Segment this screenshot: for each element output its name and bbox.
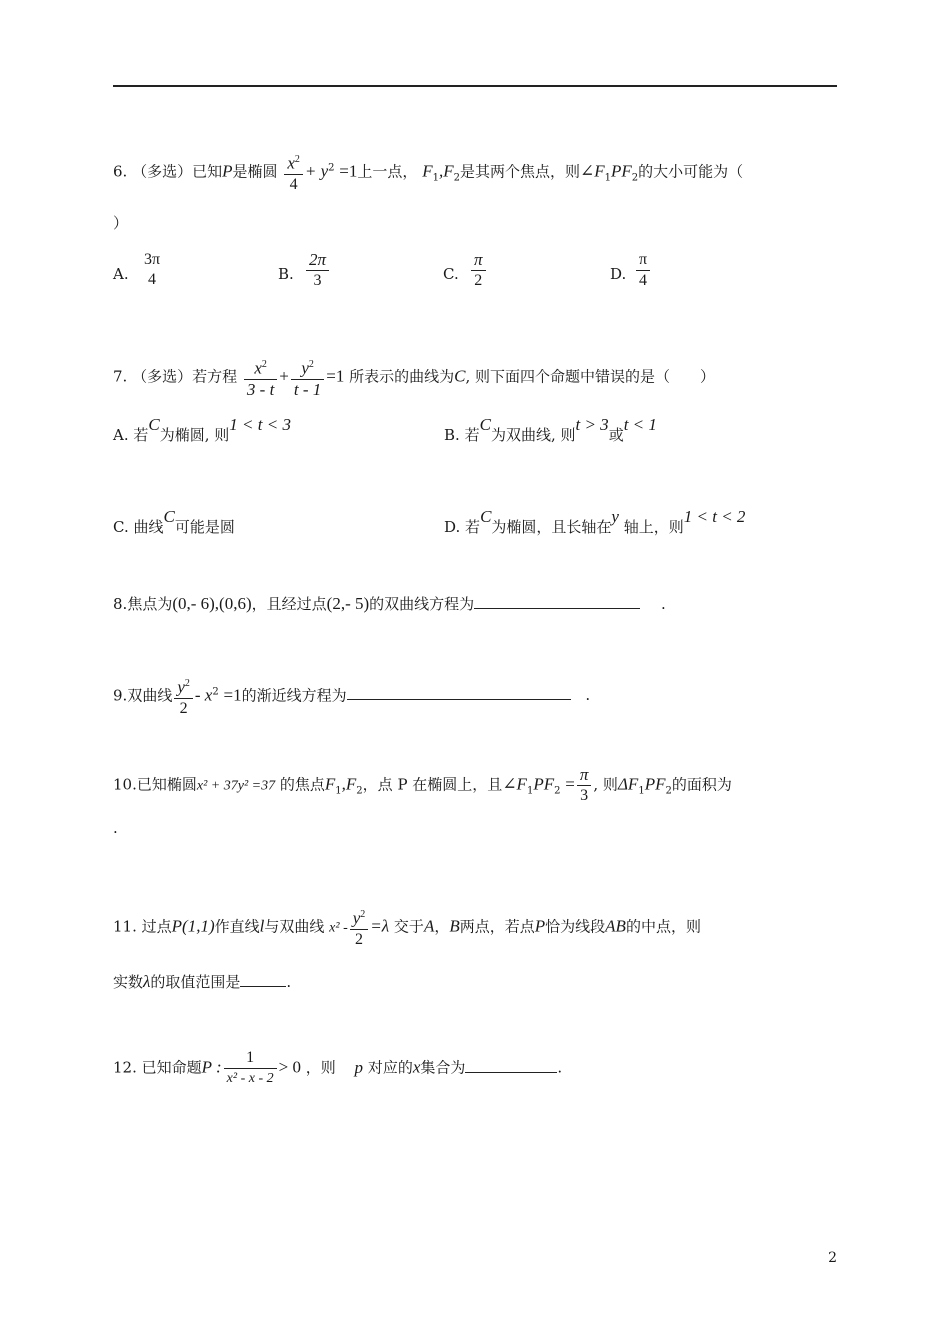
q11-text5: ， (434, 917, 450, 936)
q7-option-c-text1: 曲线 (133, 518, 164, 536)
q6-option-b-den: 3 (306, 270, 329, 291)
q9-number: 9. (113, 686, 128, 705)
q6-option-d-num: π (639, 251, 648, 268)
q6-option-d-label: D. (610, 265, 627, 283)
q6-P: P (222, 161, 233, 181)
q6-option-a (141, 250, 163, 290)
q6-eq-num: x (287, 153, 295, 173)
q11-f-num: y (352, 908, 361, 928)
q12-P: P : (201, 1057, 222, 1077)
q6-option-c (471, 250, 486, 291)
q12-f-den: x² - x - 2 (224, 1068, 277, 1089)
q6-option-d (636, 250, 650, 291)
q11-AB: AB (605, 916, 626, 936)
q11-text2: 作直线 (214, 917, 260, 936)
q10-text3: ，点 P 在椭圆上，且 (362, 775, 503, 794)
q10-angle: ∠F (502, 774, 527, 794)
q11-line1 (113, 905, 701, 950)
q6-option-b-num: 2π (309, 250, 327, 269)
q7-option-d-label: D. (444, 518, 461, 536)
q10-line: 10.已知椭圆x² + 37y² =37 的焦点$F_1,F_2$，点 P 在椭圆上，且$\angle F_1PF_2$ = $\frac{\pi}{3}$ , 则$\Delta F_1PF_2$的面积为 (113, 765, 732, 804)
page-number: 2 (828, 1250, 837, 1266)
q6-option-c-num: π (474, 250, 483, 269)
q7-option-d-C: C (480, 507, 492, 526)
q12-line (113, 1048, 562, 1089)
q10-foci-1: F (324, 774, 336, 794)
q12-p: p (354, 1057, 364, 1077)
q6-angle: ∠F (579, 161, 605, 181)
q7-text3: , 则下面四个命题中错误的是（ ） (465, 367, 716, 386)
q7-option-a-cond: 1 < t < 3 (229, 415, 291, 434)
q11-number: 11. (113, 917, 137, 936)
q9-text2: 的渐近线方程为 (241, 686, 347, 705)
q10-text2: 的焦点 (279, 775, 325, 794)
q6-eq-rhs: =1 (339, 161, 358, 181)
q10-equation: x² + 37y² =37 (196, 778, 276, 794)
q7-f1-den: 3 - t (244, 379, 277, 400)
q11-text3: 与双曲线 (264, 917, 325, 936)
q6-line1: 6. （多选）已知P是椭圆 $\frac{x^2}{4}$ + $y^2 =1$上一点， $F_1,F_2$是其两个焦点，则$\angle F_1PF_2$的大小可能为（ (113, 150, 743, 195)
q7-option-b (444, 415, 657, 445)
q6-ellipse-frac: $\frac{x^2}{4}$ (284, 150, 303, 195)
q8-number: 8. (113, 595, 128, 613)
q6-option-c-label: C. (443, 265, 459, 283)
q7-option-b-text2: 为双曲线, 则 (490, 426, 576, 444)
q7-option-c (113, 507, 235, 537)
q7-option-d-cond: 1 < t < 2 (683, 507, 746, 526)
q6-text2: 是椭圆 (232, 162, 278, 181)
q7-option-b-label: B. (444, 426, 460, 444)
q8-point: (2,- 5) (326, 594, 370, 613)
q8-period: . (660, 595, 666, 613)
q9-f-num: y (177, 677, 185, 697)
q12-f-num: 1 (246, 1049, 255, 1066)
q7-option-c-C: C (163, 507, 175, 526)
q6-close-paren: ） (113, 214, 129, 232)
q6-eq-den: 4 (284, 174, 303, 195)
q12-text2: ，则 (305, 1058, 336, 1077)
q9-line: 9.双曲线 $\frac{y^2}{2}$ - $x^2 =1$的渐近线方程为 . (113, 674, 590, 719)
q6-option-a-num: 3π (144, 251, 161, 268)
q6-text1: 已知 (192, 162, 223, 181)
q9-frac: $\frac{y^2}{2}$ (174, 674, 193, 719)
q7-option-c-text2: 可能是圆 (174, 518, 235, 536)
q7-option-b-cond2: t < 1 (623, 415, 657, 434)
q11-text7: 恰为线段 (545, 917, 606, 936)
q7-option-a-label: A. (113, 426, 129, 444)
q10-period: . (113, 819, 118, 837)
q8-text1: 焦点为 (127, 595, 173, 613)
q7-option-a-text1: 若 (133, 426, 149, 444)
q9-mid: - x (194, 685, 213, 705)
q6-number: 6. (113, 162, 128, 181)
q7-f1-num: x (254, 358, 262, 378)
q7-option-d-y: y (611, 507, 619, 526)
q6-option-b-label: B. (278, 265, 294, 283)
q7-f2-den: t - 1 (291, 379, 324, 400)
q9-f-den: 2 (174, 698, 193, 719)
q7-tag: （多选） (132, 367, 193, 386)
q12-period: . (557, 1058, 563, 1077)
q9-answer-blank[interactable] (347, 685, 571, 700)
q12-text1: 已知命题 (141, 1058, 202, 1077)
q7-number: 7. (113, 367, 128, 386)
q7-option-b-cond1: t > 3 (575, 415, 609, 434)
q10-a-num: π (579, 765, 589, 784)
q9-rhs: =1 (223, 685, 242, 705)
q7-f2-num: y (301, 358, 309, 378)
q11-text9: 实数 (113, 973, 144, 991)
q6-text5: 的大小可能为（ (638, 162, 744, 181)
q8-line (113, 594, 666, 614)
q7-frac-1: $\frac{x^2}{3 - t}$ (244, 355, 277, 400)
q11-text1: 过点 (141, 917, 172, 936)
q8-text3: 的双曲线方程为 (369, 595, 475, 613)
q10-number: 10. (113, 775, 137, 794)
q10-a-den: 3 (577, 785, 592, 806)
q8-text2: ，且经过点 (251, 595, 327, 613)
q11-text8: 的中点，则 (625, 917, 701, 936)
q11-text4: 交于 (393, 917, 424, 936)
q7-option-a (113, 415, 291, 445)
q7-option-d (444, 507, 746, 537)
q6-tag: （多选） (132, 162, 193, 181)
q11-P: P (534, 916, 546, 936)
q11-A: A (423, 916, 435, 936)
q11-frac: $\frac{y^2}{2}$ (350, 905, 369, 950)
q11-text6: 两点，若点 (459, 917, 535, 936)
q7-option-d-text2: 为椭圆，且长轴在 (491, 518, 612, 536)
q11-l: l (259, 916, 265, 936)
q11-pre: x² - (329, 920, 348, 936)
q12-number: 12. (113, 1058, 137, 1077)
q11-point: P(1,1) (171, 916, 215, 936)
q8-answer-blank[interactable] (474, 594, 640, 609)
q11-period: . (286, 973, 292, 991)
q11-f-den: 2 (350, 929, 369, 950)
q6-option-a-den: 4 (148, 271, 157, 288)
q9-text1: 双曲线 (127, 686, 173, 705)
q9-period: . (585, 686, 591, 705)
q11-line2 (113, 972, 291, 992)
q6-foci-2: F (443, 161, 454, 181)
q10-text5: 的面积为 (671, 775, 732, 794)
q6-option-c-den: 2 (471, 270, 486, 291)
q6-foci-1: F (422, 161, 433, 181)
q12-x: x (412, 1057, 421, 1077)
q12-text3: 对应的 (367, 1058, 413, 1077)
q11-answer-blank[interactable] (240, 972, 286, 987)
q6-option-b (306, 250, 329, 291)
q12-rhs: > 0 (278, 1057, 301, 1077)
q7-option-b-text1: 若 (464, 426, 480, 444)
q7-option-a-text2: 为椭圆, 则 (159, 426, 230, 444)
q7-frac-2: $\frac{y^2}{t - 1}$ (291, 355, 324, 400)
q11-lambda: λ (143, 972, 151, 991)
q10-text4: , 则 (593, 775, 618, 794)
q6-option-d-den: 4 (636, 270, 650, 291)
q6-text3: 上一点， (357, 162, 418, 181)
q12-answer-blank[interactable] (465, 1058, 557, 1073)
q7-option-a-C: C (148, 415, 160, 434)
q10-foci-2: F (345, 774, 357, 794)
q10-triangle: ΔF (617, 774, 639, 794)
q7-rhs: =1 (326, 366, 345, 386)
q6-eq-mid: + y (304, 161, 329, 181)
q10-angle-frac (577, 765, 592, 806)
q7-option-d-text3: 轴上，则 (623, 518, 684, 536)
q6-text4: 是其两个焦点，则 (459, 162, 580, 181)
q8-foci-points: (0,- 6),(0,6) (172, 594, 252, 613)
q7-text2: 所表示的曲线为 (349, 367, 455, 386)
header-rule (113, 85, 837, 87)
q7-text1: 若方程 (192, 367, 238, 386)
q6-option-a-label: A. (113, 265, 129, 283)
q12-frac (224, 1048, 277, 1089)
q7-line1: 7. （多选）若方程 $\frac{x^2}{3 - t}$ + $\frac{y^2}{t - 1}$ =1 所表示的曲线为C, 则下面四个命题中错误的是（ ） (113, 355, 715, 400)
q7-option-b-text3: 或 (608, 426, 624, 444)
q7-C: C (454, 366, 466, 386)
q7-option-b-C: C (479, 415, 491, 434)
q7-option-d-text1: 若 (465, 518, 481, 536)
q11-text10: 的取值范围是 (150, 973, 241, 991)
q11-B: B (449, 916, 460, 936)
q11-rhs: =λ (370, 916, 390, 936)
q7-option-c-label: C. (113, 518, 129, 536)
q12-text4: 集合为 (420, 1058, 466, 1077)
q10-text1: 已知椭圆 (136, 775, 197, 794)
